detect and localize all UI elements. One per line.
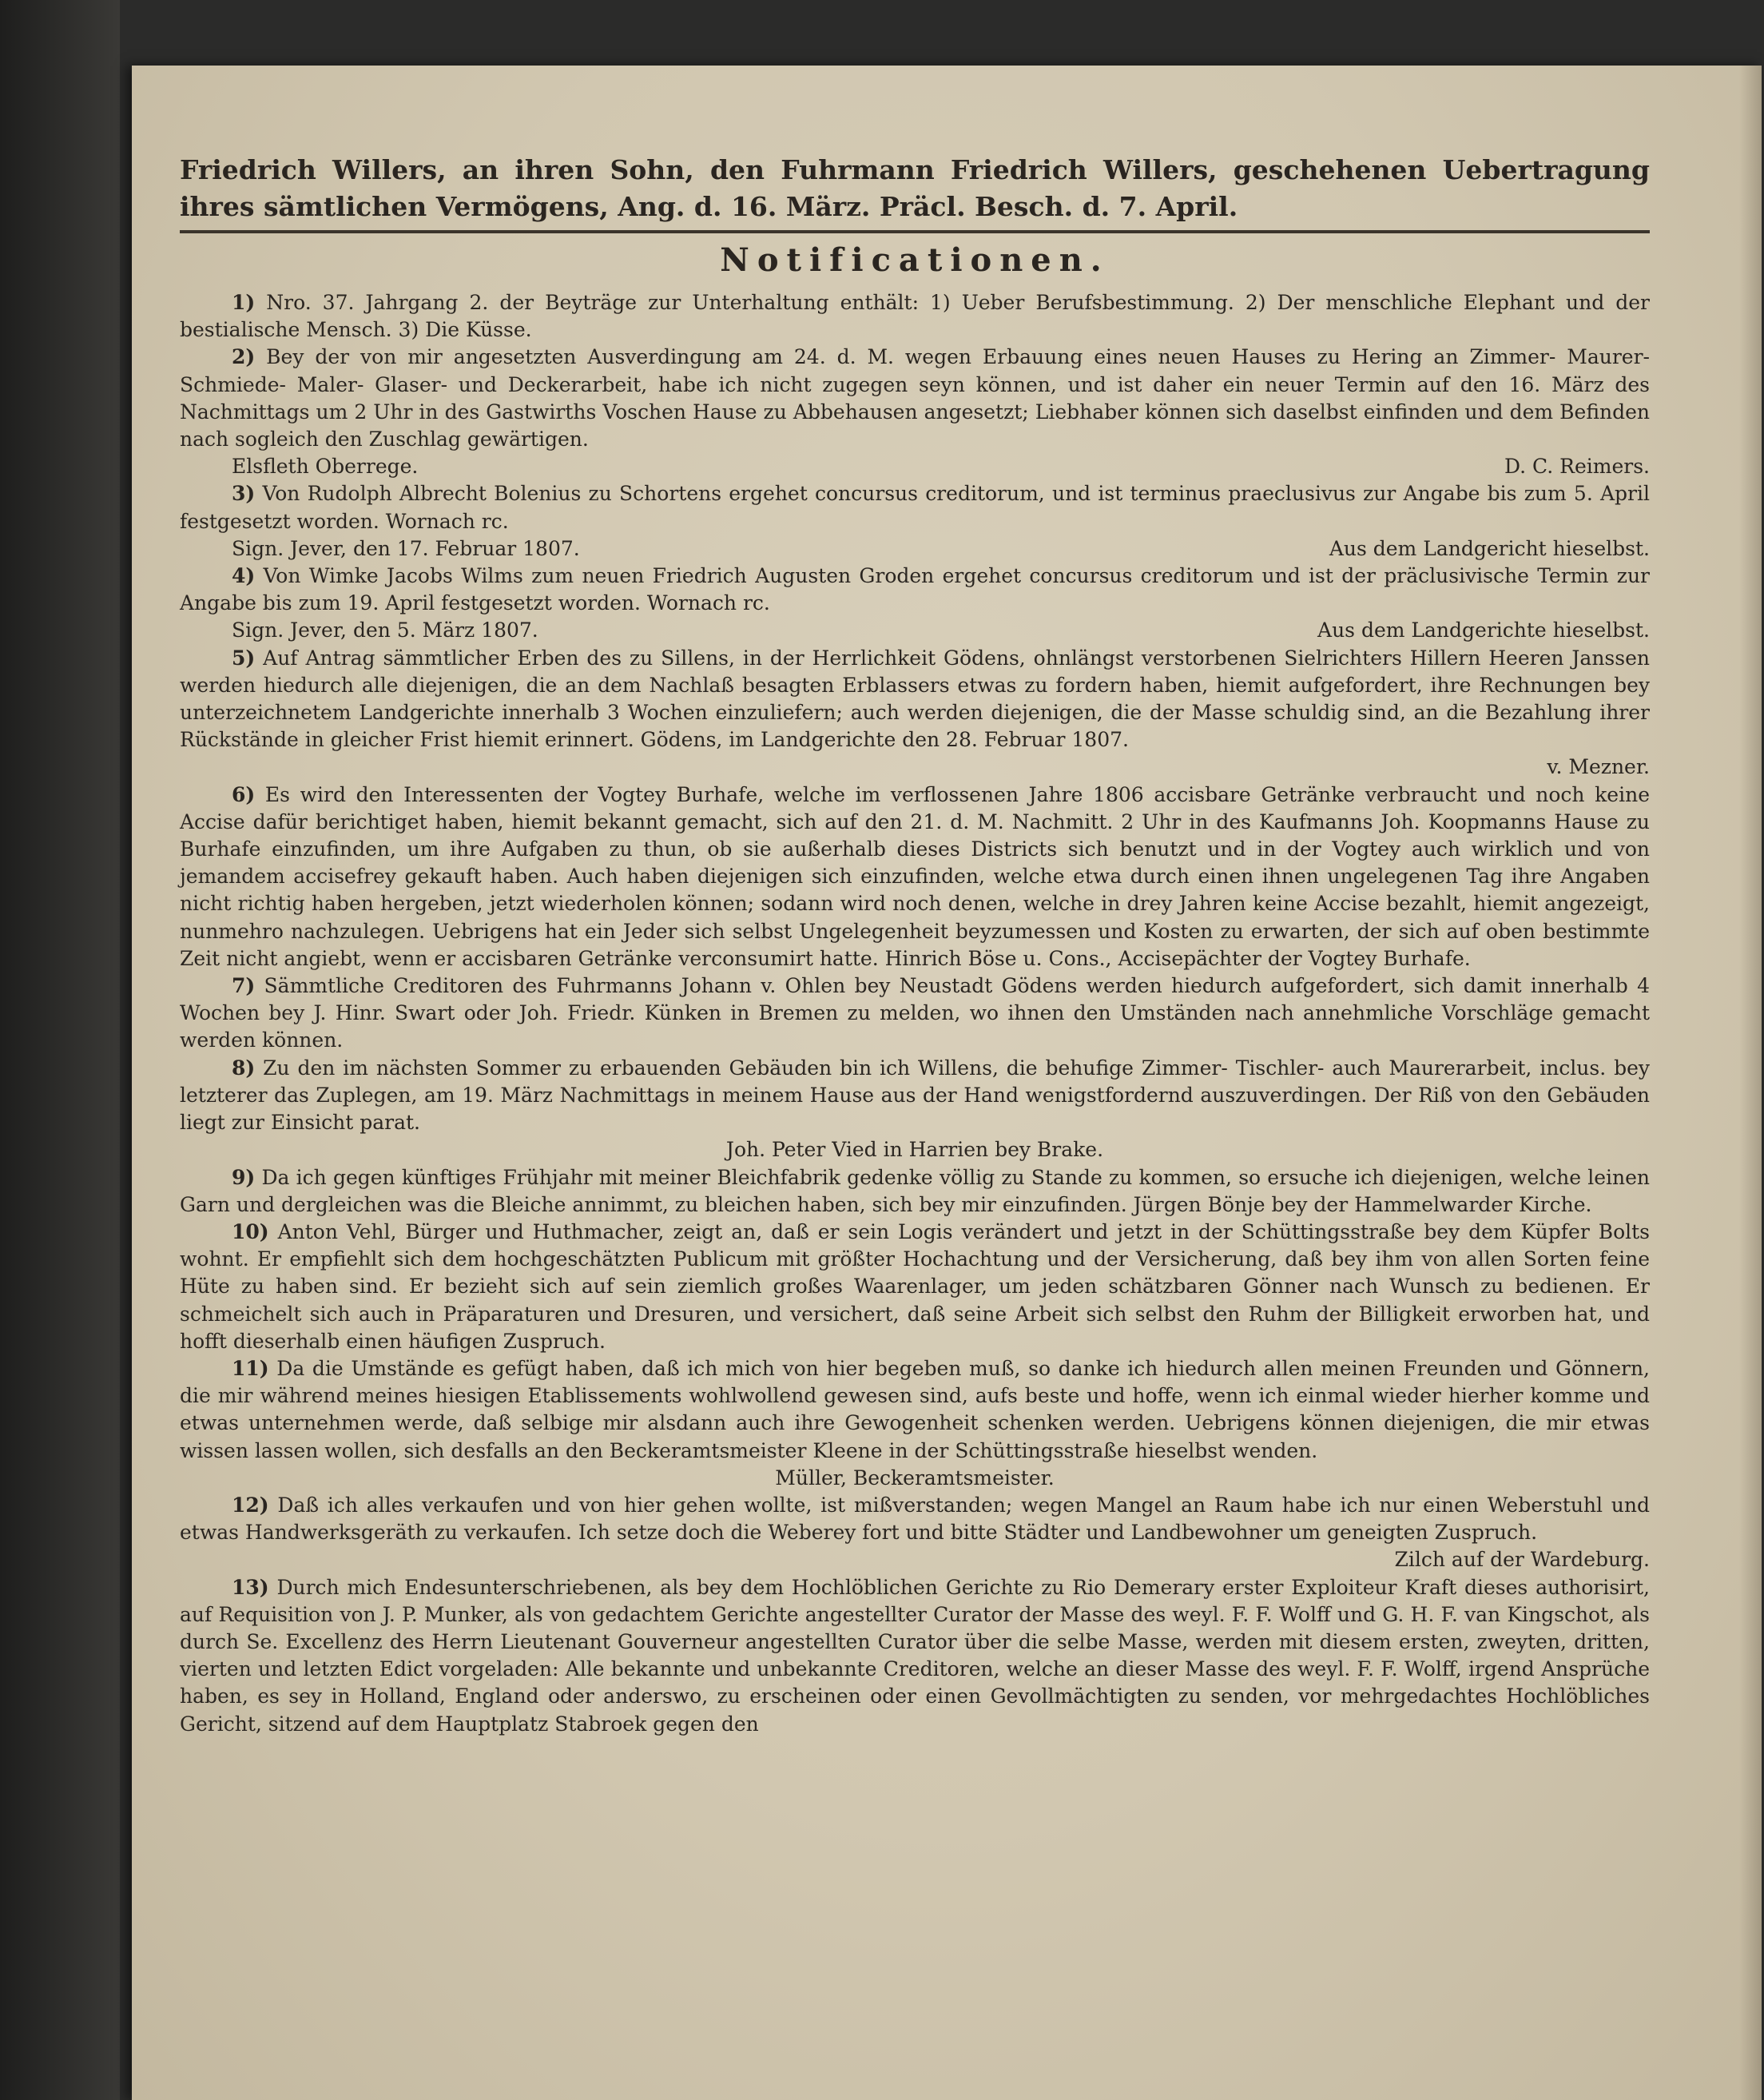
notice-2	[180, 344, 1650, 453]
notice-text: Daß ich alles verkaufen und von hier gehen wollte, ist mißverstanden; wegen Mangel an Raum habe ich nur einen Weberstuhl und etwas Handwerksgeräth zu verkaufen. Ich setze doch die Weberey fort und bitte Städter und Landbewohner um geneigten Zuspruch.	[180, 1493, 1650, 1545]
notice-12	[180, 1492, 1650, 1546]
notice-11	[180, 1355, 1650, 1465]
page-content	[180, 152, 1650, 1738]
signature-center: Joh. Peter Vied in Harrien bey Brake.	[725, 1138, 1104, 1162]
notice-number: 10)	[232, 1219, 269, 1243]
notice-number: 9)	[232, 1165, 256, 1189]
signature-left: Sign. Jever, den 17. Februar 1807.	[232, 536, 580, 560]
notice-3	[180, 480, 1650, 535]
notice-number: 4)	[232, 564, 256, 588]
notice-number: 1)	[232, 291, 256, 314]
notice-text: Anton Vehl, Bürger und Huthmacher, zeigt an, daß er sein Logis verändert und jetzt in der Schüttingsstraße bey dem Küpfer Bolts wohnt. Er empfiehlt sich dem hochgeschätzten Publicum mit größter Hochachtung und der Versicherung, daß bey ihm von allen Sorten feine Hüte zu haben sind. Er bezieht sich auf sein ziemlich großes Waarenlager, um jeden schätzbaren Gönner nach Wunsch zu bedienen. Er schmeichelt sich auch in Präparaturen und Dresuren, und versichert, daß seine Arbeit sich selbst den Ruhm der Billigkeit erworben hat, und hofft dieserhalb einen häufigen Zuspruch.	[180, 1219, 1651, 1353]
notice-number: 13)	[232, 1575, 269, 1599]
notice-number: 3)	[232, 482, 256, 506]
signature-right: D. C. Reimers.	[1504, 455, 1650, 479]
signature-right: Aus dem Landgerichte hieselbst.	[1317, 618, 1650, 642]
section-heading: Notificationen.	[720, 241, 1110, 279]
notice-9	[180, 1164, 1650, 1219]
notice-text: Es wird den Interessenten der Vogtey Burhafe, welche im verflossenen Jahre 1806 accisbare Getränke verbraucht und noch keine Accise dafür berichtiget haben, hiemit bekannt gemacht, sich auf den 21. d. M. Nachmitt. 2 Uhr in des Kaufmanns Joh. Koopmanns Hause zu Burhafe einzufinden, um ihre Aufgaben zu thun, ob sie außerhalb dieses Districts sich benutzt und in der Vogtey auch wirklich und von jemandem accisefrey gekauft haben. Auch haben diejenigen sich einzufinden, welche etwa durch einen ihnen ungelegenen Tag ihre Angaben nicht richtig haben hergeben, jetzt wiederholen können; sodann wird noch denen, welche in drey Jahren keine Accise bezahlt, hiemit angezeigt, nunmehro nachzulegen. Uebrigens hat ein Jeder sich selbst Ungelegenheit beyzumessen und Kosten zu erwarten, der sich auf oben bestimmte Zeit nicht angiebt, wenn er accisbaren Getränke verconsumirt hatte. Hinrich Böse u. Cons., Accisepächter der Vogtey Burhafe.	[180, 782, 1650, 970]
notice-text: Bey der von mir angesetzten Ausverdingung am 24. d. M. wegen Erbauung eines neuen Hauses zu Hering an Zimmer- Maurer- Schmiede- Maler- Glaser- und Deckerarbeit, habe ich nicht zugegen seyn können, und ist daher ein neuer Termin auf den 16. März des Nachmittags um 2 Uhr in des Gastwirths Voschen Hause zu Abbehausen angesetzt; Liebhaber können sich daselbst einfinden und dem Befinden nach sogleich den Zuschlag gewärtigen.	[180, 345, 1650, 451]
notice-text: Von Rudolph Albrecht Bolenius zu Schortens ergehet concursus creditorum, und ist terminus praeclusivus zur Angabe bis zum 5. April festgesetzt worden. Wornach rc.	[180, 482, 1650, 533]
notice-4	[180, 563, 1650, 617]
notice-number: 12)	[232, 1493, 269, 1517]
notice-text: Von Wimke Jacobs Wilms zum neuen Friedrich Augusten Groden ergehet concursus creditorum und ist der präclusivische Termin zur Angabe bis zum 19. April festgesetzt worden. Wornach rc.	[180, 564, 1651, 615]
notice-number: 7)	[232, 974, 256, 998]
notice-7	[180, 972, 1650, 1055]
notice-8	[180, 1055, 1650, 1137]
notice-number: 2)	[232, 345, 256, 369]
signature-center: Müller, Beckeramtsmeister.	[775, 1466, 1055, 1489]
scan-backdrop	[0, 0, 120, 2100]
notice-10	[180, 1219, 1650, 1355]
notice-text: Da die Umstände es gefügt haben, daß ich mich von hier begeben muß, so danke ich hiedurch allen meinen Freunden und Gönnern, die mir während meines hiesigen Etablissements wohlwollend gewesen sind, aufs beste und hoffe, wenn ich einmal wieder hierher komme und etwas unternehmen werde, daß selbige mir alsdann auch ihre Gewogenheit schenken werden. Uebrigens können diejenigen, die mir etwas wissen lassen wollen, sich desfalls an den Beckeramtsmeister Kleene in der Schüttingsstraße hieselbst wenden.	[180, 1356, 1650, 1462]
continued-paragraph: Friedrich Willers, an ihren Sohn, den Fuhrmann Friedrich Willers, geschehenen Uebertragung ihres sämtlichen Vermögens, Ang. d. 16. März. Präcl. Besch. d. 7. April.	[180, 154, 1650, 222]
notice-6	[180, 782, 1650, 972]
signature-right: Aus dem Landgericht hieselbst.	[1329, 536, 1650, 560]
signature-right: v. Mezner.	[1547, 755, 1650, 779]
signature-line	[180, 617, 1650, 644]
notices-list	[180, 289, 1650, 1738]
page-edge-shadow	[1739, 66, 1762, 2100]
notice-text: Sämmtliche Creditoren des Fuhrmanns Johann v. Ohlen bey Neustadt Gödens werden hiedurch aufgefordert, sich damit innerhalb 4 Wochen bey J. Hinr. Swart oder Joh. Friedr. Künken in Bremen zu melden, wo ihnen den Umständen nach annehmliche Vorschläge gemacht werden können.	[180, 974, 1650, 1052]
notice-1	[180, 289, 1650, 344]
notice-text: Auf Antrag sämmtlicher Erben des zu Sillens, in der Herrlichkeit Gödens, ohnlängst verstorbenen Sielrichters Hillern Heeren Janssen werden hiedurch alle diejenigen, die an dem Nachlaß besagten Erblassers etwas zu fordern haben, hiemit aufgefordert, ihre Rechnungen bey unterzeichnetem Landgerichte innerhalb 3 Wochen einzuliefern; auch werden diejenigen, die der Masse schuldig sind, an die Bezahlung ihrer Rückstände in gleicher Frist hiemit erinnert. Gödens, im Landgerichte den 28. Februar 1807.	[180, 646, 1650, 752]
signature-left: Elsfleth Oberrege.	[232, 455, 419, 479]
notice-text: Nro. 37. Jahrgang 2. der Beyträge zur Unterhaltung enthält: 1) Ueber Berufsbestimmung. 2) Der menschliche Elephant und der bestialische Mensch. 3) Die Küsse.	[180, 291, 1650, 342]
notice-text: Zu den im nächsten Sommer zu erbauenden Gebäuden bin ich Willens, die behufige Zimmer- Tischler- auch Maurerarbeit, inclus. bey letzterer das Zuplegen, am 19. März Nachmittags in meinem Hause aus der Hand wenigstfordernd auszuverdingen. Der Riß von den Gebäuden liegt zur Einsicht parat.	[180, 1056, 1650, 1135]
signature-line	[180, 535, 1650, 563]
notice-number: 6)	[232, 782, 256, 806]
notice-13	[180, 1574, 1650, 1738]
notice-5	[180, 645, 1650, 754]
signature-left: Sign. Jever, den 5. März 1807.	[232, 618, 538, 642]
section-rule	[180, 230, 1650, 233]
notice-text: Durch mich Endesunterschriebenen, als bey dem Hochlöblichen Gerichte zu Rio Demerary erster Exploiteur Kraft dieses authorisirt, auf Requisition von J. P. Munker, als von gedachtem Gerichte angestellter Curator der Masse des weyl. F. F. Wolff und G. H. F. van Kingschot, als durch Se. Excellenz des Herrn Lieutenant Gouverneur angestellten Curator über die selbe Masse, werden mit diesem ersten, zweyten, dritten, vierten und letzten Edict vorgeladen: Alle bekannte und unbekannte Creditoren, welche an dieser Masse des weyl. F. F. Wolff, irgend Ansprüche haben, es sey in Holland, England oder anderswo, zu erscheinen oder einen Gevollmächtigten zu senden, vor mehrgedachtes Hochlöbliches Gericht, sitzend auf dem Hauptplatz Stabroek gegen den	[180, 1575, 1651, 1736]
notice-number: 5)	[232, 646, 256, 670]
notice-text: Da ich gegen künftiges Frühjahr mit meiner Bleichfabrik gedenke völlig zu Stande zu kommen, so ersuche ich diejenigen, welche leinen Garn und dergleichen was die Bleiche annimmt, zu bleichen haben, sich bey mir einzufinden. Jürgen Bönje bey der Hammelwarder Kirche.	[180, 1165, 1651, 1216]
signature-right: Zilch auf der Wardeburg.	[1394, 1548, 1650, 1572]
signature-line	[180, 453, 1650, 480]
notice-number: 8)	[232, 1056, 256, 1080]
notice-number: 11)	[232, 1356, 269, 1380]
